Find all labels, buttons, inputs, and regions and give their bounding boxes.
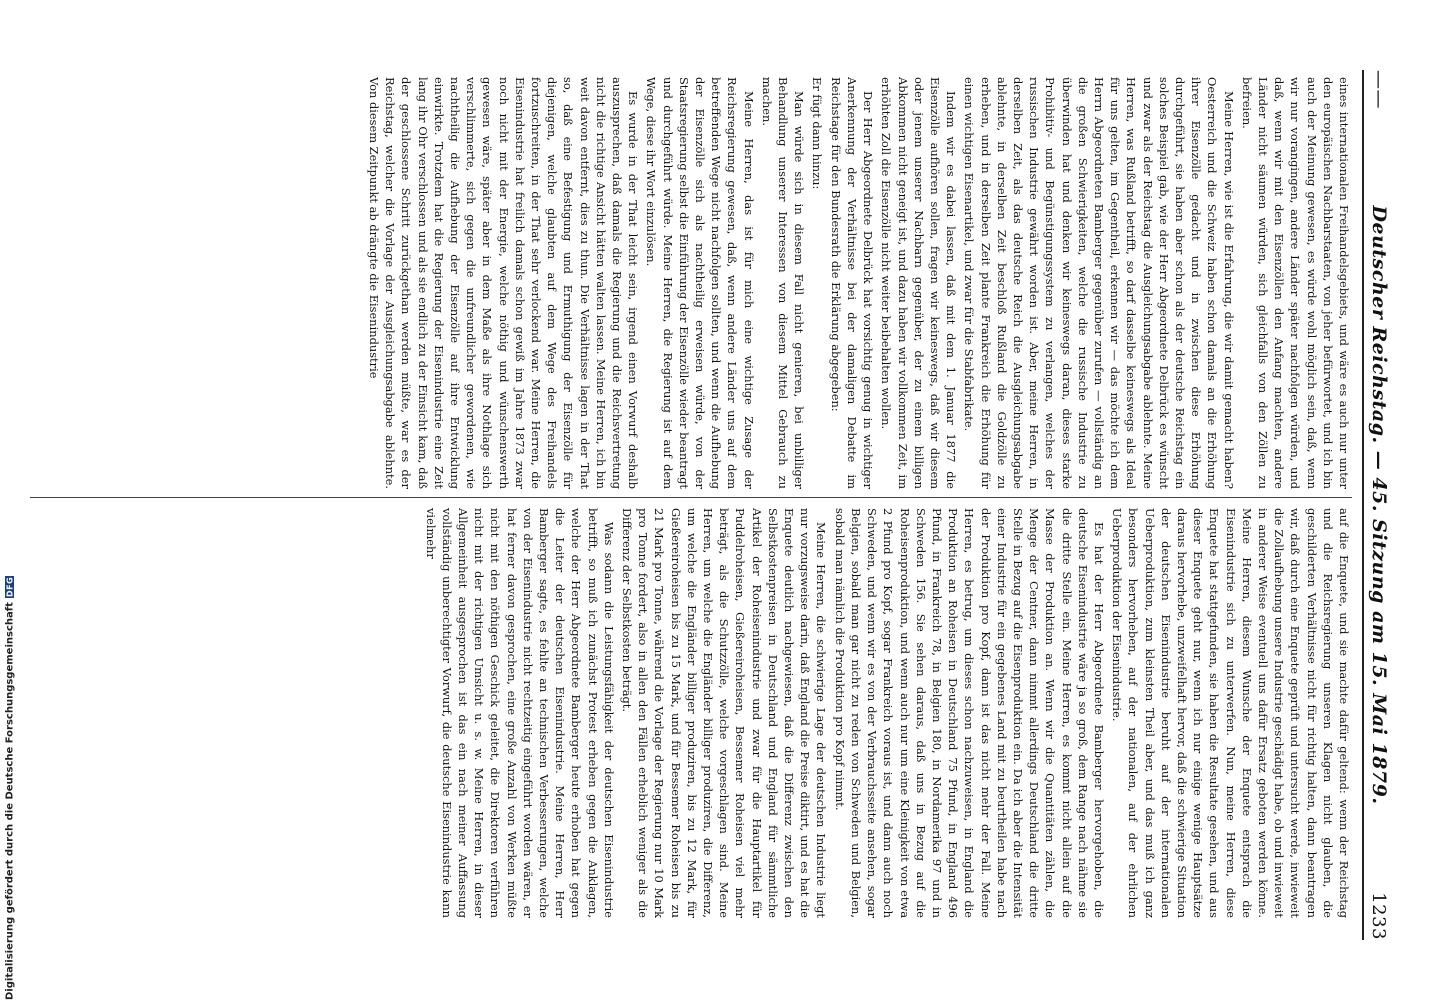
paragraph: auf die Enquete, und sie machte dafür geltend: wenn der Reichstag und die Reichsregierung unseren Klagen nicht glauben, die geschilderten Verhältnisse nicht für richtig halten, dann beantragen wir, daß durch eine Enquete geprüft und untersucht werde, inwieweit die Zollaufhebung unsere Industrie geschädigt habe, ob und inwieweit in anderer Weise eventuell uns dafür Ersatz geboten werden könne. Meine Herren, diesem Wunsche der Enquete entsprach die Eisenindustrie sich zu unterwerfen. Nun, meine Herren, diese Enquete hat stattgefunden, sie haben die Resultate gesehen, und aus dieser Enquete geht nur, wenn ich nur einige wenige Hauptsätze daraus hervorhebe, unzweifelhaft hervor, daß die schwierige Situation der deutschen Eisenindustrie beruht auf der internationalen Ueberproduktion, zum kleinsten Theil aber, und das muß ich ganz besonders hervorheben, auf der nationalen, auf der ehrlichen Ueberproduktion der Eisenindustrie. bbox=[1110, 508, 1351, 918]
credit-text: Digitalisierung gefördert durch die Deutsche Forschungsgemeinschaft bbox=[4, 602, 16, 1000]
paragraph: Meine Herren, das ist für mich eine wichtige Zusage der Reichsregierung gewesen, daß, wenn andere Länder uns auf dem betreffenden Wege nicht nachfolgen sollten, und wenn die Aufhebung der Eisenzölle sich als nachtheilig erweisen würde, von der Staatsregierung selbst die Einführung der Eisenzölle wieder beantragt und durchgeführt würde. Meine Herren, die Regierung ist auf dem Wege, diese ihr Wort einzulösen. bbox=[644, 77, 756, 489]
paragraph: Es wurde in der That leicht sein, irgend einen Vorwurf deshalb auszusprechen, daß damals die Regierung und die Reichsvertretung nicht die richtige Ansicht hätten walten lassen. Meine Herren, ich bin weit davon entfernt, dies zu thun. Die Verhältnisse lagen in der That so, daß eine Befestigung und Ermuthigung der Eisenzölle für diejenigen, welche glaubten auf dem Wege des Freihandels fortzuschreiten, in der That sehr verlockend war. Meine Herren, die Eisenindustrie hat freilich damals schon gewiß im Jahre 1873 zwar noch nicht mit der Energie, welche nöthig und wünschenswerth gewesen wäre, später aber in dem Maße als ihre Nothlage sich verschlimmerte, sich gegen die unfreundlicher gewordenen, wie nachtheilig die Aufhebung der Eisenzölle auf ihre Entwicklung einwirkte. Trotzdem hat die Regierung der Eisenindustrie eine Zeit lang ihr Ohr verschlossen und als sie endlich zu der Einsicht kam, daß der geschlossene Schritt zurückgethan werden müßte, war es der Reichstag, welcher die Vorlage der Ausgleichungsabgabe ablehnte. Von diesem Zeitpunkt ab drängte die Eisenindustrie bbox=[367, 77, 641, 489]
paragraph: Meine Herren, die schwierige Lage der deutschen Industrie liegt nur vorzugsweise darin, daß England die Preise diktirt, und es hat die Enquete deutlich nachgewiesen, daß die Differenz zwischen den Selbstkostenpreisen in Deutschland und England für sämmtliche Artikel der Roheisenindustrie und zwar für die Hauptartikel für Puddelroheisen, Gießereiroheisen, Bessemer Roheisen viel mehr beträgt, als die Schutzzölle, welche vorgeschlagen sind. Meine Herren, um welche die Engländer billiger produziren, die Differenz, um welche die Engländer billiger produziren, bis zu 12 Mark, für Gießereiroheisen bis zu 15 Mark, und für Bessemer Roheisen bis zu 21 Mark pro Tonne, während die Vorlage der Regierung nur 10 Mark pro Tonne fordert, also in allen den Fällen erheblich weniger als die Differenz der Selbstkosten beträgt. bbox=[620, 508, 829, 918]
paragraph: eines internationalen Freihandelsgebiets, und wäre es auch nur unter den europäischen Nachbarstaaten, von jeher befürwortet, und ich bin auch der Meinung gewesen, es würde wohl möglich sein, daß, wenn wir nur vorangingen, andere Länder später nachfolgen würden, und daß, wenn wir mit den Eisenzöllen den Anfang machten, andere Länder nicht säumen würden, sich gleichfalls von den Zöllen zu befreien. bbox=[1239, 77, 1351, 489]
paragraph: Man würde sich in diesem Fall nicht genieren, bei unbilliger Behandlung unserer Interessen von diesem Mittel Gebrauch zu machen. bbox=[759, 77, 807, 489]
page-number: 1233 bbox=[1368, 892, 1389, 940]
dfg-logo: DFG bbox=[5, 576, 15, 598]
paragraph: Indem wir es dabei lassen, daß mit dem 1. Januar 1877 die Eisenzölle aufhören sollen, fragen wir keineswegs, daß wir diesem oder jenem unserer Nachbarn gegenüber, der zu einem billigen Abkommen nicht geneigt ist, und dazu haben wir vollkommen Zeit, im erhöhten Zoll die Eisenzölle nicht weiter beibehalten wollen. bbox=[879, 77, 959, 489]
right-column bbox=[20, 508, 1352, 918]
header-left-mark: —— bbox=[1368, 70, 1390, 109]
digitization-credit bbox=[1, 576, 19, 1000]
paragraph: Es hat der Herr Abgeordnete Bamberger hervorgehoben, die deutsche Eisenindustrie wäre ja so groß, dem Range nach nähme sie die dritte Stelle ein. Meine Herren, es kommt nicht allein auf die Masse der Produktion an. Wenn wir die Quantitäten zählen, die Menge der Centner, dann nimmt allerdings Deutschland die dritte Stelle in Bezug auf die Eisenproduktion ein. Da ich aber die Intensität einer Industrie für ein gegebenes Land mit zu beurtheilen habe nach der Produktion pro Kopf, dann ist das nicht mehr der Fall. Meine Herren, es betrug, um dieses schon nachzuweisen, in England die Produktion an Roheisen in Deutschland 75 Pfund, in England 496 Pfund, in Frankreich 78, in Belgien 180, in Nordamerika 97 und in Schweden 156. Sie sehen daraus, daß uns in Bezug auf die Roheisenproduktion, und wenn auch nur um eine Kleinigkeit von etwa 2 Pfund pro Kopf, sogar Frankreich voraus ist, und dann auch noch Schweden, und wenn wir es von der Verbrauchsseite ansehen, sogar Belgien, sobald man gar nicht zu reden von Schweden und Belgien, sobald man nämlich die Produktion pro Kopf nimmt. bbox=[832, 508, 1106, 918]
paragraph: Was sodann die Leistungsfähigkeit der deutschen Eisenindustrie betrifft, so muß ich zunächst Protest erheben gegen die Anklagen, welche der Herr Abgeordnete Bamberger heute erhoben hat gegen die Leiter der deutschen Eisenindustrie. Meine Herren, Herr Bamberger sagte, es fehlte an technischen Verbesserungen, welche von der Eisenindustrie nicht rechtzeitig eingeführt worden wären, er hat ferner davon gesprochen, eine große Anzahl von Werken müßte nicht mit den nöthigen Geschick geleitet, die Direktoren verführen nicht mit der richtigen Umsicht u. s. w. Meine Herren, in dieser Allgemeinheit ausgesprochen ist das ein nach meiner Auffassung vollständig unberechtigter Vorwurf, die deutsche Eisenindustrie kann vielmehr bbox=[423, 508, 616, 918]
paragraph: Der Herr Abgeordnete Delbrück hat vorsichtig genug in wichtiger Anerkennung der Verhältnisse bei der damaligen Debatte im Reichstage für den Bundesrath die Erklärung abgegeben: bbox=[828, 77, 876, 489]
paragraph: Meine Herren, wie ist die Erfahrung, die wir damit gemacht haben? Oesterreich und die Schweiz haben schon damals an die Erhöhung ihrer Eisenzölle gedacht und in zwischen diese Erhöhung durchgeführt, sie haben aber schon als der deutsche Reichstag ein solches Beispiel gab, wie der Herr Abgeordnete Delbrück es wünscht und zwar als der Reichstag die Ausgleichungsabgabe ablehnte. Meine Herren, was Rußland betrifft, so darf dasselbe keineswegs als Ideal für uns gelten, im Gegentheil, erkennen wir — das möchte ich dem Herrn Abgeordneten Bamberger gegenüber zurufen — vollständig an die großen Schwierigkeiten, welche die russische Industrie zu überwinden hat und denken wir keineswegs daran, dieses starke Prohibitiv- und Begünstigungssystem zu verlangen, welches der russischen Industrie gewährt worden ist. Aber, meine Herren, in derselben Zeit, als das deutsche Reich die Ausgleichungsabgabe ablehnte, in derselben Zeit beschloß Rußland die Goldzölle zu erheben, und in derselben Zeit plante Frankreich die Erhöhung für einen wichtigen Eisenartikel, und zwar für die Stabfabrikate. bbox=[962, 77, 1236, 489]
paragraph: Er fügt dann hinzu: bbox=[810, 77, 825, 190]
header-title: Deutscher Reichstag. — 45. Sitzung am 15. Mai 1879. bbox=[1368, 205, 1390, 805]
column-divider bbox=[30, 497, 1352, 498]
page-header bbox=[1368, 70, 1394, 940]
left-column bbox=[20, 77, 1352, 489]
header-rule bbox=[1362, 70, 1364, 940]
